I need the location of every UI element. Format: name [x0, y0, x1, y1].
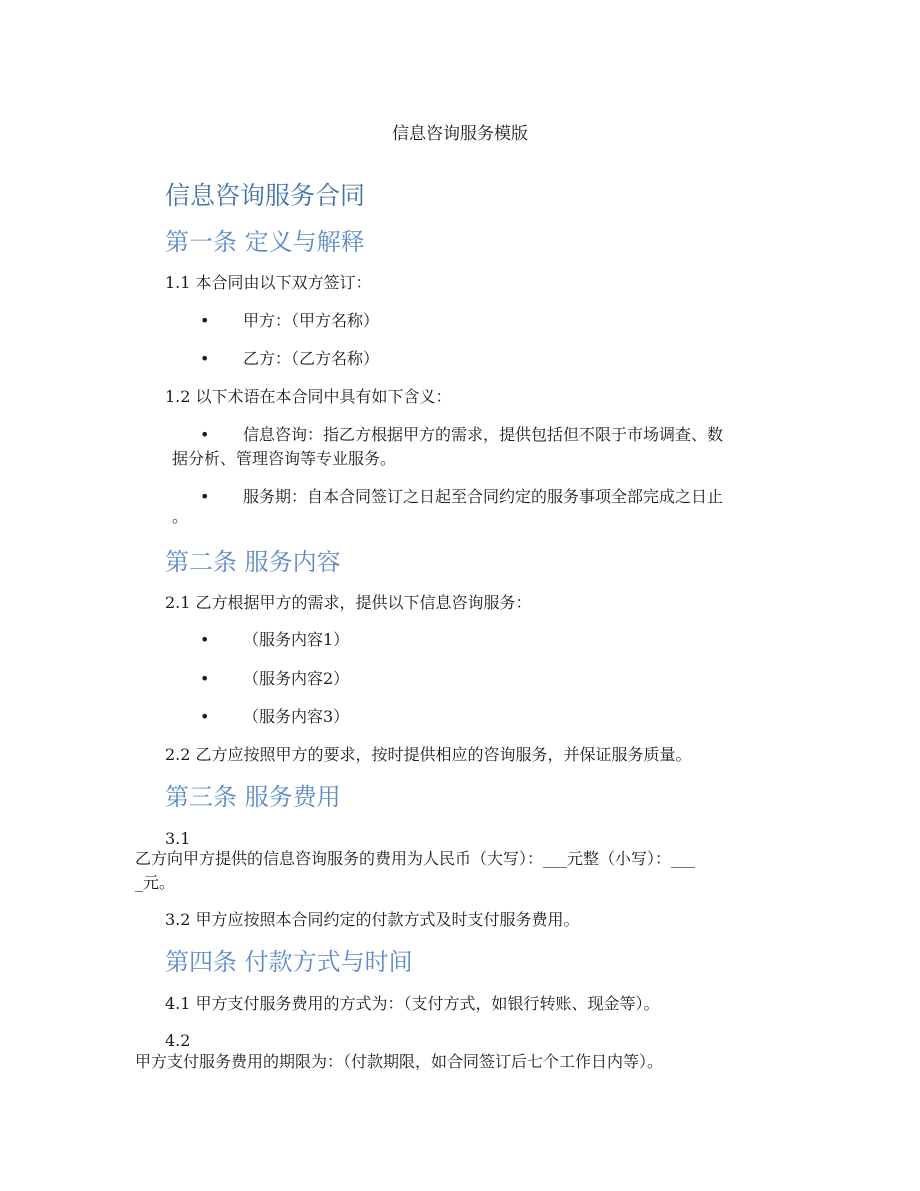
- list-item: [200, 423, 723, 447]
- party-a-text: 甲方：（甲方名称）: [243, 311, 380, 330]
- clause-2-1: 2.1 乙方根据甲方的需求，提供以下信息咨询服务：: [165, 593, 532, 612]
- party-b-text: 乙方：（乙方名称）: [243, 349, 380, 368]
- clause-2-2: 2.2 乙方应按照甲方的要求，按时提供相应的咨询服务，并保证服务质量。: [165, 745, 692, 764]
- clause-1-1: 1.1 本合同由以下双方签订：: [165, 273, 372, 292]
- section-4-heading: 第四条 付款方式与时间: [165, 948, 413, 976]
- list-item: [200, 347, 379, 371]
- bullet-icon: •: [200, 425, 210, 444]
- bullet-icon: •: [200, 349, 210, 368]
- section-3-heading: 第三条 服务费用: [165, 783, 341, 811]
- clause-4-1: 4.1 甲方支付服务费用的方式为：（支付方式，如银行转账、现金等）。: [165, 994, 660, 1013]
- clause-3-1-line-1: 乙方向甲方提供的信息咨询服务的费用为人民币（大写）：___元整（小写）：___: [135, 849, 696, 868]
- list-item: [200, 309, 379, 333]
- clause-4-2-line-1: 甲方支付服务费用的期限为：（付款期限，如合同签订后七个工作日内等）。: [135, 1052, 664, 1071]
- definition-period-line-2: 。: [172, 507, 189, 526]
- bullet-icon: •: [200, 630, 210, 649]
- section-2-heading: 第二条 服务内容: [165, 548, 341, 576]
- bullet-icon: •: [200, 669, 210, 688]
- clause-4-2-number: 4.2: [165, 1031, 191, 1050]
- service-item-3: （服务内容3）: [243, 707, 350, 726]
- bullet-icon: •: [200, 707, 210, 726]
- bullet-icon: •: [200, 311, 210, 330]
- service-item-1: （服务内容1）: [243, 630, 350, 649]
- list-item: [200, 628, 349, 652]
- clause-3-2: 3.2 甲方应按照本合同约定的付款方式及时支付服务费用。: [165, 910, 580, 929]
- definition-info-line-2: 据分析、管理咨询等专业服务。: [172, 449, 397, 468]
- list-item: [200, 705, 349, 729]
- definition-info-line-1: 信息咨询：指乙方根据甲方的需求，提供包括但不限于市场调查、数: [243, 425, 724, 444]
- list-item: [200, 667, 349, 691]
- clause-3-1-number: 3.1: [165, 829, 191, 848]
- section-1-heading: 第一条 定义与解释: [165, 228, 365, 256]
- definition-period-line-1: 服务期：自本合同签订之日起至合同约定的服务事项全部完成之日止: [243, 487, 724, 506]
- list-item: [200, 485, 723, 509]
- document-title: 信息咨询服务模版: [392, 124, 528, 144]
- bullet-icon: •: [200, 487, 210, 506]
- clause-3-1-line-2: _元。: [135, 873, 176, 892]
- contract-heading: 信息咨询服务合同: [165, 181, 366, 210]
- clause-1-2: 1.2 以下术语在本合同中具有如下含义：: [165, 387, 452, 406]
- service-item-2: （服务内容2）: [243, 669, 350, 688]
